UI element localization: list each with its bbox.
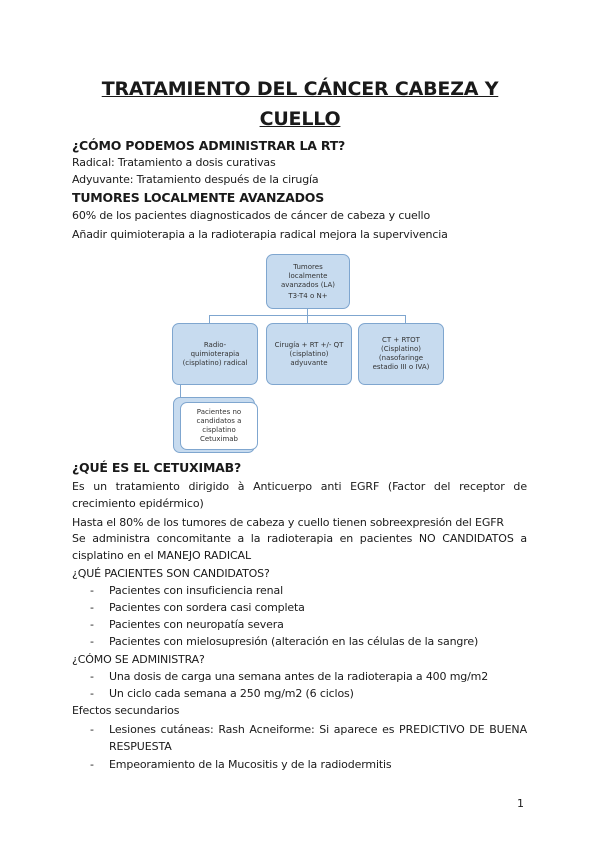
heading-administrar-rt: ¿CÓMO PODEMOS ADMINISTRAR LA RT? xyxy=(72,138,346,153)
heading-cetuximab: ¿QUÉ ES EL CETUXIMAB? xyxy=(72,460,242,475)
node-text: Cetuximab xyxy=(199,435,238,443)
paragraph: Es un tratamiento dirigido à Anticuerpo anti EGRF (Factor del receptor de crecimiento epidérmico) xyxy=(72,480,527,510)
list-item-text: Un ciclo cada semana a 250 mg/m2 (6 ciclos) xyxy=(109,687,354,700)
node-text: estadio III o IVA) xyxy=(372,363,430,371)
bullet: - xyxy=(90,687,94,700)
bullet: - xyxy=(90,618,94,631)
heading-tumores-avanzados: TUMORES LOCALMENTE AVANZADOS xyxy=(72,190,325,205)
node-text: Pacientes no xyxy=(196,408,242,416)
question-candidatos: ¿QUÉ PACIENTES SON CANDIDATOS? xyxy=(72,567,270,580)
page-title-line-1: TRATAMIENTO DEL CÁNCER CABEZA Y xyxy=(101,78,499,100)
text-line: Radical: Tratamiento a dosis curativas xyxy=(72,156,276,169)
list-item xyxy=(90,582,283,599)
page-title-line-2: CUELLO xyxy=(259,108,341,130)
diagram-node-root xyxy=(266,254,350,309)
text-line: Adyuvante: Tratamiento después de la cirugía xyxy=(72,173,319,186)
node-text: T3-T4 o N+ xyxy=(288,291,328,300)
node-text: localmente xyxy=(288,271,328,280)
list-item-text: Pacientes con sordera casi completa xyxy=(109,601,305,614)
list-item-text: Pacientes con insuficiencia renal xyxy=(109,584,283,597)
node-text: (cisplatino) radical xyxy=(182,358,248,367)
paragraph: Se administra concomitante a la radioterapia en pacientes NO CANDIDATOS a cisplatino en el MANEJO RADICAL xyxy=(72,532,527,562)
diagram-node-cirugia xyxy=(266,323,352,385)
diagram-node-cetuximab xyxy=(180,402,258,450)
node-text: quimioterapia xyxy=(190,349,240,358)
list-item-text: Empeoramiento de la Mucositis y de la radiodermitis xyxy=(109,758,392,771)
question-administra: ¿CÓMO SE ADMINISTRA? xyxy=(72,653,205,666)
list-item xyxy=(90,616,284,633)
list-item-text: Pacientes con mielosupresión (alteración en las células de la sangre) xyxy=(109,635,479,648)
list-item-text: Lesiones cutáneas: Rash Acneiforme: Si aparece es PREDICTIVO DE BUENA RESPUESTA xyxy=(109,723,527,753)
list-item xyxy=(90,756,392,773)
node-text: avanzados (LA) xyxy=(280,280,336,289)
diagram-node-radioquimioterapia xyxy=(172,323,258,385)
node-text: Tumores xyxy=(293,262,323,271)
node-text: CT + RTOT xyxy=(382,336,420,344)
list-item xyxy=(90,668,488,685)
list-item-text: Una dosis de carga una semana antes de la radioterapia a 400 mg/m2 xyxy=(109,670,489,683)
text-line: 60% de los pacientes diagnosticados de cáncer de cabeza y cuello xyxy=(72,209,431,222)
list-item-text: Pacientes con neuropatía severa xyxy=(109,618,284,631)
bullet: - xyxy=(90,584,94,597)
node-text: Cirugía + RT +/- QT xyxy=(274,340,344,349)
bullet: - xyxy=(90,635,94,648)
node-text: Radio- xyxy=(203,340,227,349)
list-item xyxy=(90,721,527,755)
text-line: Añadir quimioterapia a la radioterapia radical mejora la supervivencia xyxy=(72,228,448,241)
diagram-node-ct-rtot xyxy=(358,323,444,385)
bullet: - xyxy=(90,670,94,683)
bullet: - xyxy=(90,723,94,736)
node-text: (nasofaringe xyxy=(378,354,424,362)
node-text: cisplatino xyxy=(202,426,236,434)
node-text: adyuvante xyxy=(290,358,328,367)
bullet: - xyxy=(90,758,94,771)
effects-label: Efectos secundarios xyxy=(72,704,180,717)
list-item xyxy=(90,599,305,616)
node-text: (Cisplatino) xyxy=(380,345,422,353)
node-text: candidatos a xyxy=(196,417,242,425)
node-text: (cisplatino) xyxy=(289,349,329,358)
list-item xyxy=(90,685,354,702)
page-number: 1 xyxy=(517,797,524,810)
paragraph: Hasta el 80% de los tumores de cabeza y cuello tienen sobreexpresión del EGFR xyxy=(72,516,504,529)
list-item xyxy=(90,633,478,650)
bullet: - xyxy=(90,601,94,614)
